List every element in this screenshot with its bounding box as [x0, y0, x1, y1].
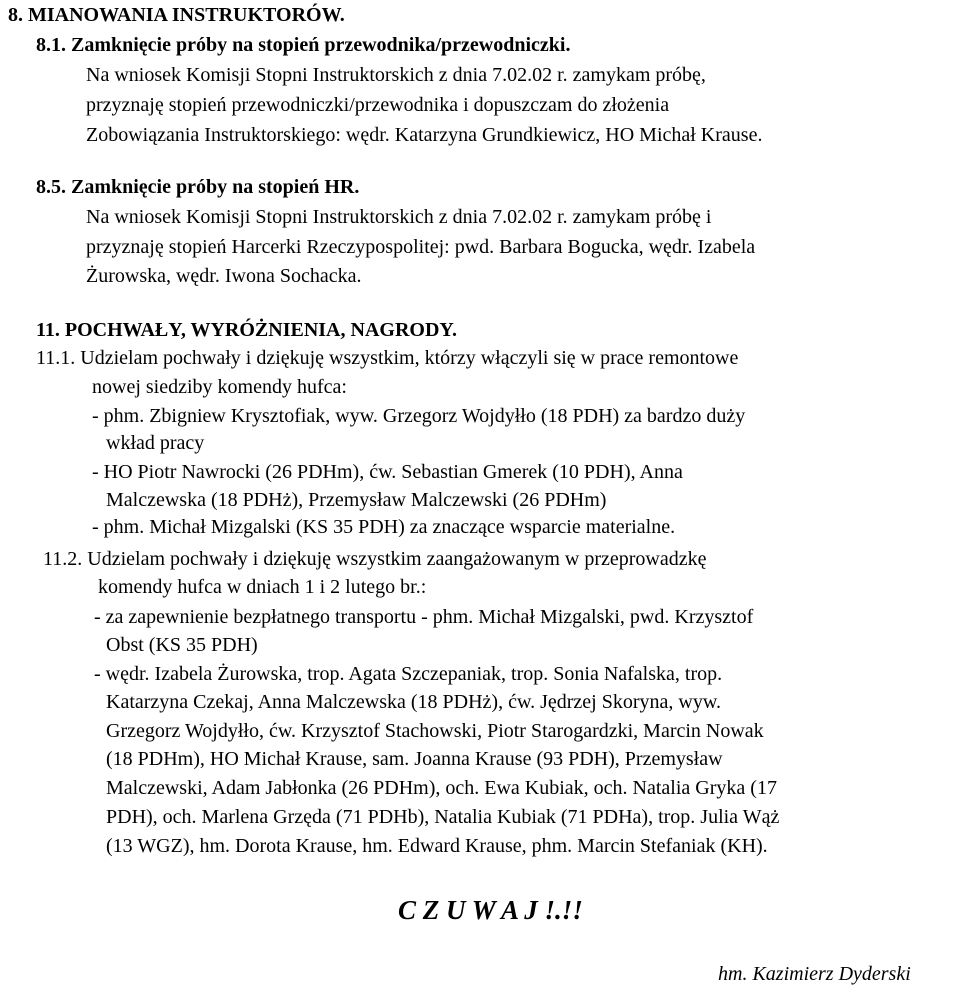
item-8-5-title: 8.5. Zamknięcie próby na stopień HR.	[36, 176, 360, 198]
closing-motto: C Z U W A J !.!!	[398, 895, 583, 925]
item-11-2-line-2: komendy hufca w dniach 1 i 2 lutego br.:	[98, 576, 427, 598]
item-11-1-line-1: 11.1. Udzielam pochwały i dziękuję wszystkim, którzy włączyli się w prace remontowe	[36, 347, 739, 369]
item-11-2-line-1: 11.2. Udzielam pochwały i dziękuję wszystkim zaangażowanym w przeprowadzkę	[43, 548, 707, 570]
item-11-2-line-5: - wędr. Izabela Żurowska, trop. Agata Szczepaniak, trop. Sonia Nafalska, trop.	[94, 663, 723, 685]
item-11-2-line-6: Katarzyna Czekaj, Anna Malczewska (18 PDHż), ćw. Jędrzej Skoryna, wyw.	[106, 691, 721, 713]
item-11-2-line-7: Grzegorz Wojdyłło, ćw. Krzysztof Stachowski, Piotr Starogardzki, Marcin Nowak	[106, 720, 764, 742]
item-11-1-line-5: - HO Piotr Nawrocki (26 PDHm), ćw. Sebastian Gmerek (10 PDH), Anna	[92, 461, 683, 483]
item-11-1-line-6: Malczewska (18 PDHż), Przemysław Malczewski (26 PDHm)	[106, 489, 607, 511]
item-11-2-line-4: Obst (KS 35 PDH)	[106, 634, 258, 656]
section-11-heading: 11. POCHWAŁY, WYRÓŻNIENIA, NAGRODY.	[36, 319, 457, 341]
section-8-heading: 8. MIANOWANIA INSTRUKTORÓW.	[8, 4, 345, 26]
item-11-1-line-4: wkład pracy	[106, 432, 205, 454]
item-8-5-line-3: Żurowska, wędr. Iwona Sochacka.	[86, 265, 362, 287]
item-8-1-line-1: Na wniosek Komisji Stopni Instruktorskich z dnia 7.02.02 r. zamykam próbę,	[86, 64, 706, 86]
item-8-5-line-1: Na wniosek Komisji Stopni Instruktorskich z dnia 7.02.02 r. zamykam próbę i	[86, 206, 712, 228]
item-11-1-line-7: - phm. Michał Mizgalski (KS 35 PDH) za znaczące wsparcie materialne.	[92, 516, 676, 538]
item-11-1-line-3: - phm. Zbigniew Krysztofiak, wyw. Grzegorz Wojdyłło (18 PDH) za bardzo duży	[92, 405, 746, 427]
item-11-2-line-11: (13 WGZ), hm. Dorota Krause, hm. Edward Krause, phm. Marcin Stefaniak (KH).	[106, 835, 768, 857]
item-8-5-line-2: przyznaję stopień Harcerki Rzeczypospolitej: pwd. Barbara Bogucka, wędr. Izabela	[86, 236, 756, 258]
item-11-1-line-2: nowej siedziby komendy hufca:	[92, 376, 347, 398]
item-8-1-line-2: przyznaję stopień przewodniczki/przewodnika i dopuszczam do złożenia	[86, 94, 670, 116]
signature: hm. Kazimierz Dyderski	[718, 963, 911, 985]
item-8-1-title: 8.1. Zamknięcie próby na stopień przewodnika/przewodniczki.	[36, 34, 571, 56]
item-8-1-line-3: Zobowiązania Instruktorskiego: wędr. Katarzyna Grundkiewicz, HO Michał Krause.	[86, 124, 763, 146]
item-11-2-line-10: PDH), och. Marlena Grzęda (71 PDHb), Natalia Kubiak (71 PDHa), trop. Julia Wąż	[106, 806, 780, 828]
item-11-2-line-9: Malczewski, Adam Jabłonka (26 PDHm), och. Ewa Kubiak, och. Natalia Gryka (17	[106, 777, 777, 799]
item-11-2-line-3: - za zapewnienie bezpłatnego transportu - phm. Michał Mizgalski, pwd. Krzysztof	[94, 606, 754, 628]
item-11-2-line-8: (18 PDHm), HO Michał Krause, sam. Joanna Krause (93 PDH), Przemysław	[106, 748, 723, 770]
